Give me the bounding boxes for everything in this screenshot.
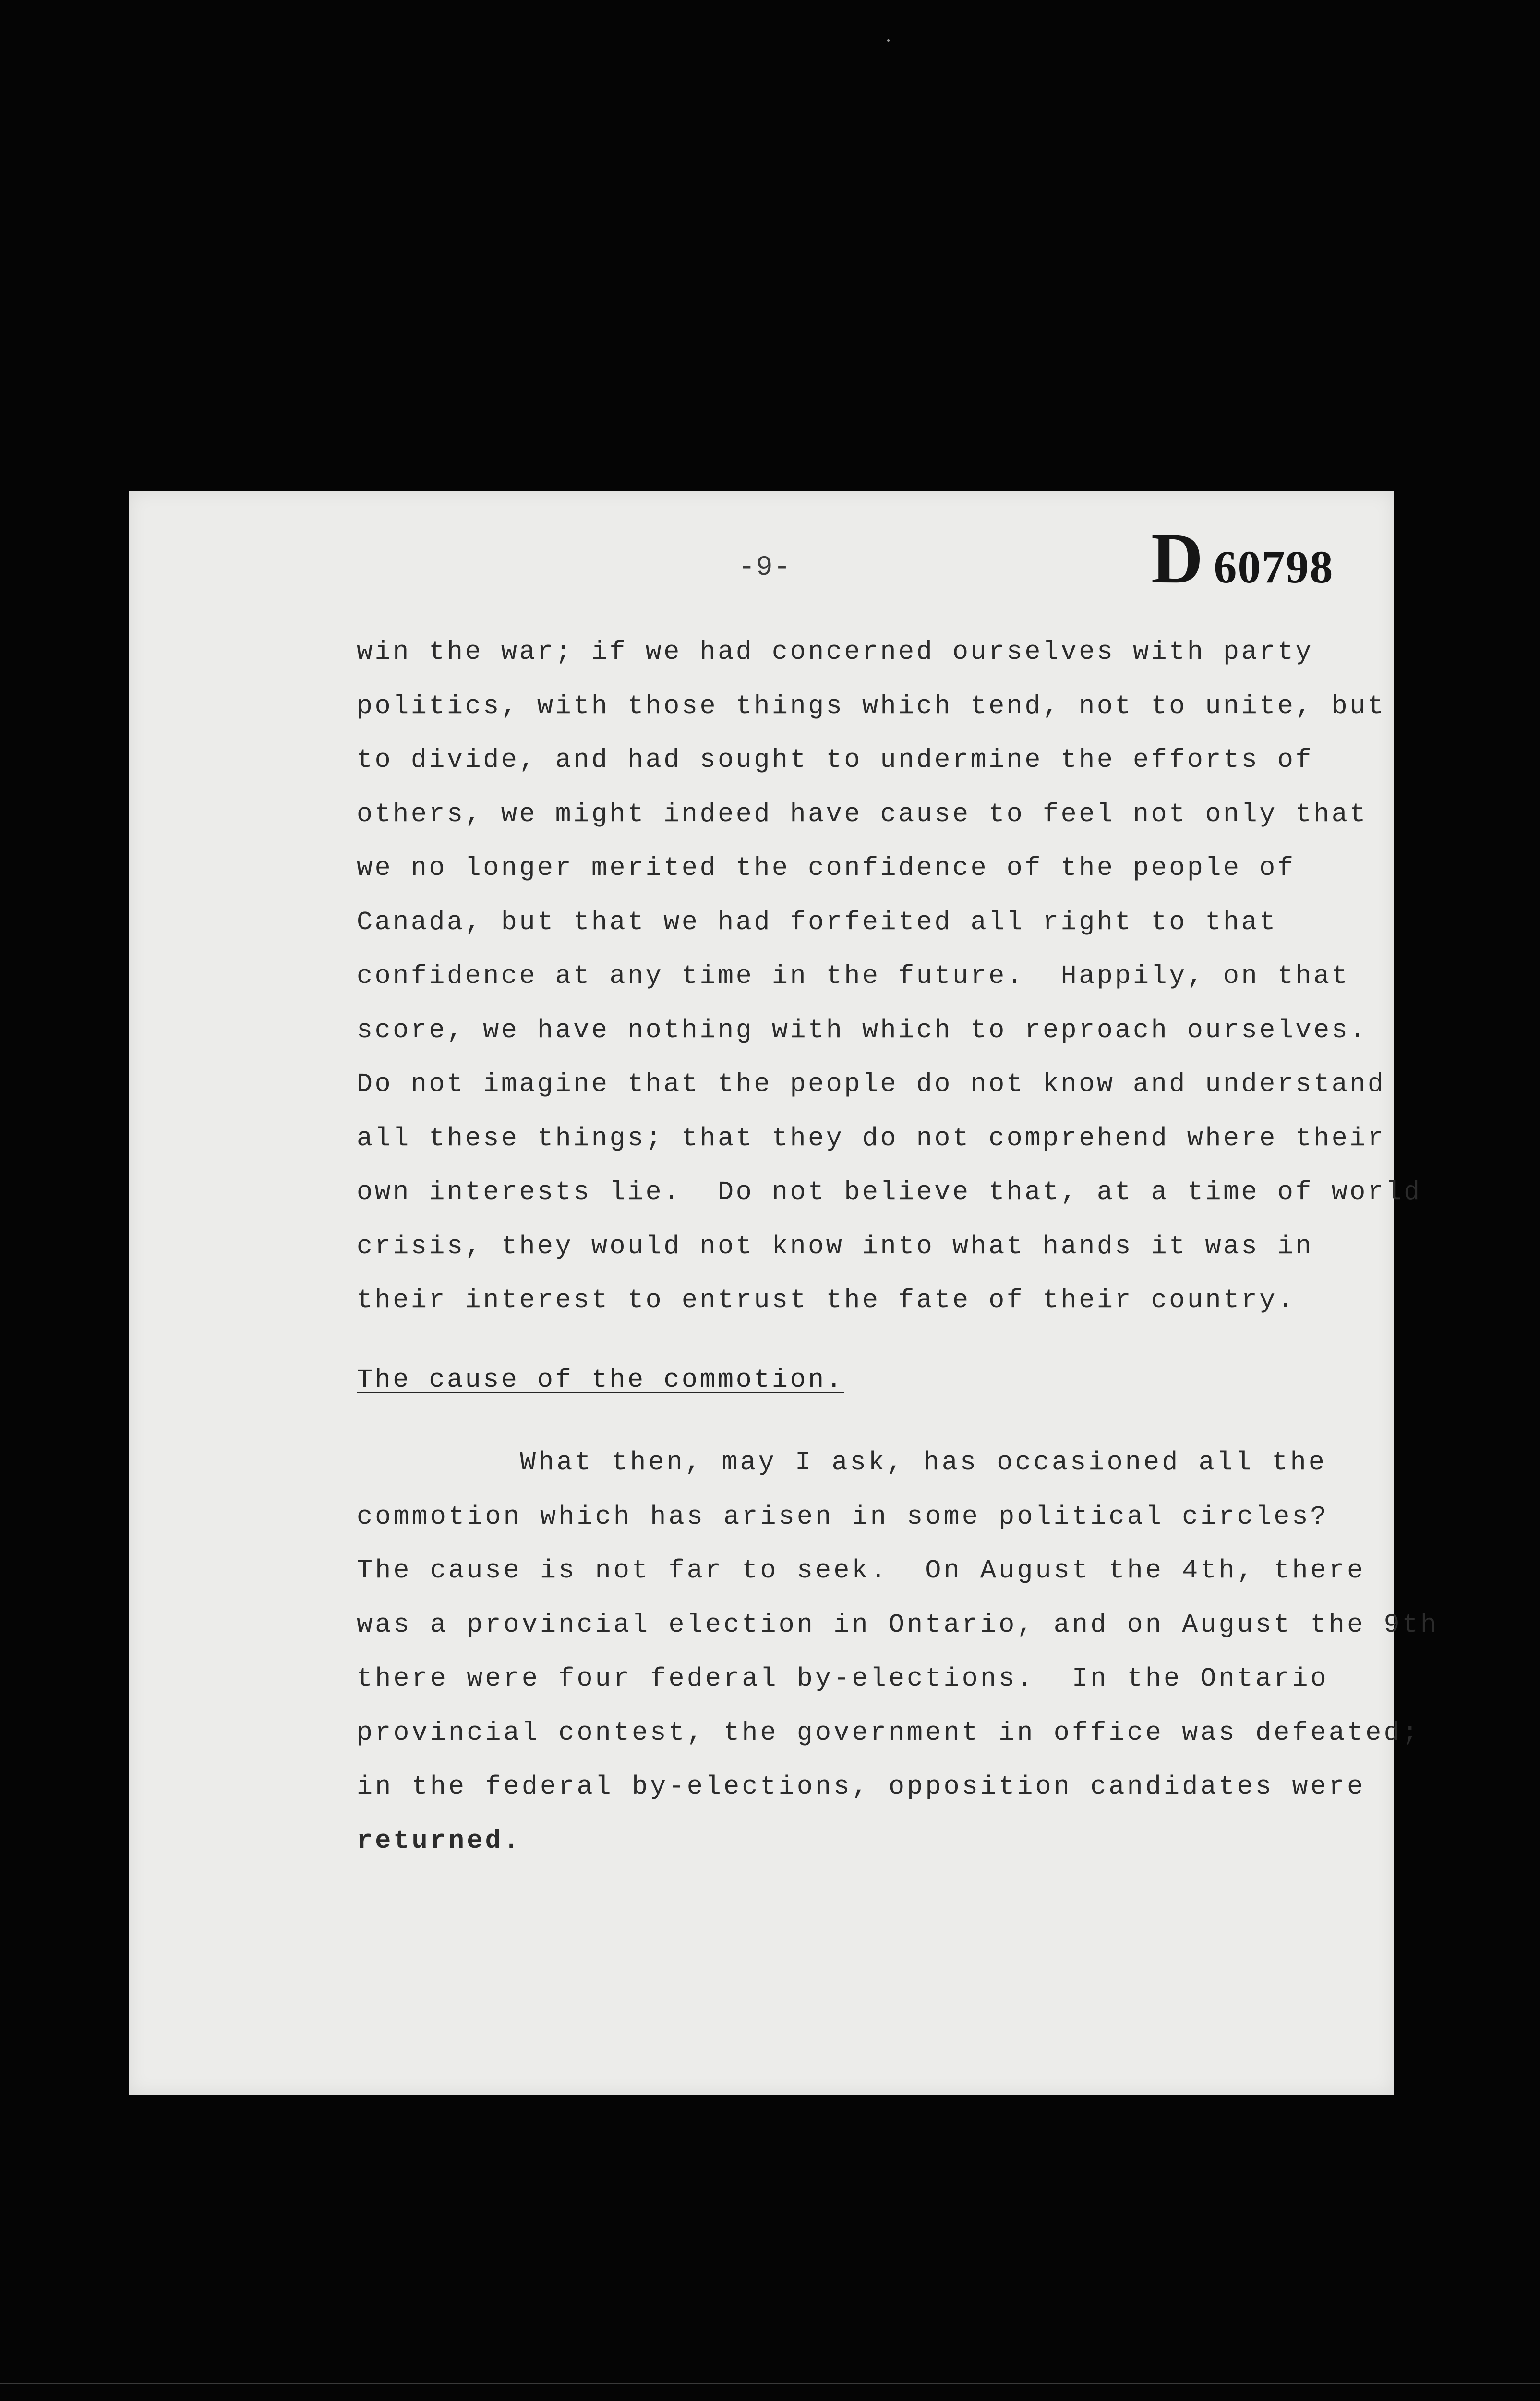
stamp-number: 60798 (1214, 541, 1334, 593)
text-line: was a provincial election in Ontario, and on August the 9th (357, 1609, 1439, 1640)
text-line: confidence at any time in the future. Happily, on that (357, 961, 1350, 991)
text-line: The cause is not far to seek. On August the 4th, there (357, 1555, 1366, 1586)
text-line: we no longer merited the confidence of the people of (357, 853, 1296, 883)
text-line: crisis, they would not know into what hands it was in (357, 1231, 1314, 1261)
scan-dust-speck (887, 39, 890, 42)
text-line-content: What then, may I ask, has occasioned all the (520, 1447, 1327, 1478)
text-line: Do not imagine that the people do not know and understand (357, 1069, 1386, 1099)
text-line: all these things; that they do not comprehend where their (357, 1123, 1386, 1153)
section-heading: The cause of the commotion. (357, 1365, 844, 1395)
text-line: others, we might indeed have cause to feel not only that (357, 799, 1368, 829)
text-line: in the federal by-elections, opposition candidates were (357, 1771, 1366, 1802)
text-line: their interest to entrust the fate of their country. (357, 1285, 1296, 1315)
document-page (129, 491, 1439, 2095)
stamp-letter: D (1151, 519, 1203, 598)
text-line: Canada, but that we had forfeited all right to that (357, 907, 1277, 937)
paragraph-cause (357, 1436, 1439, 1868)
text-line: win the war; if we had concerned ourselves with party (357, 637, 1314, 667)
archive-stamp (1151, 519, 1334, 598)
text-line-indented (357, 1436, 1389, 1490)
section-heading-block (357, 1361, 844, 1399)
paragraph-continuation (357, 625, 1422, 1328)
text-line: score, we have nothing with which to reproach ourselves. (357, 1015, 1368, 1045)
text-line: commotion which has arisen in some political circles? (357, 1501, 1329, 1532)
text-line: to divide, and had sought to undermine the efforts of (357, 745, 1314, 775)
page-number: -9- (738, 552, 792, 583)
text-line: there were four federal by-elections. In the Ontario (357, 1663, 1329, 1694)
text-line: provincial contest, the government in office was defeated; (357, 1717, 1420, 1748)
text-line: own interests lie. Do not believe that, at a time of world (357, 1177, 1422, 1207)
film-edge-line (0, 2383, 1540, 2384)
text-line: returned. (357, 1825, 522, 1856)
text-line: politics, with those things which tend, not to unite, but (357, 691, 1386, 721)
